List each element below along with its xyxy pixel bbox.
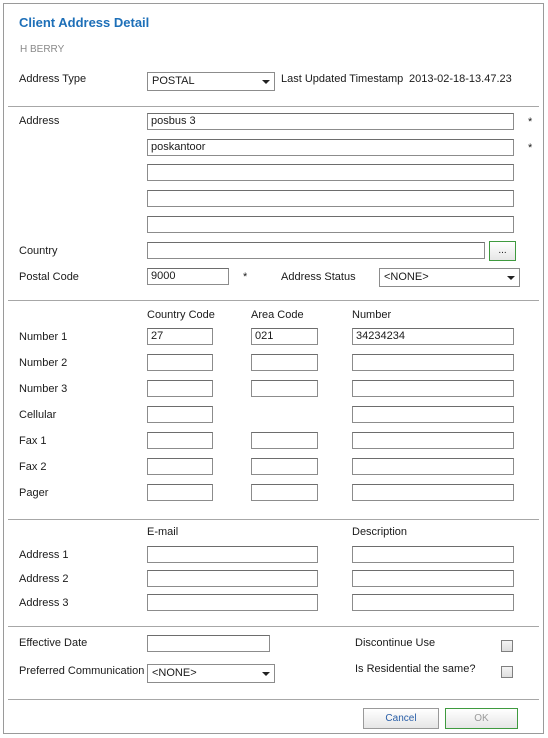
phone-number-input[interactable]: 34234234 (352, 328, 514, 345)
effective-date-label: Effective Date (19, 637, 88, 649)
area-code-input[interactable] (251, 380, 318, 397)
address-line-5[interactable] (147, 216, 514, 233)
phone-label-pager: Pager (19, 487, 49, 499)
country-lookup-button[interactable]: ... (489, 241, 516, 261)
address-status-value: <NONE> (384, 271, 429, 283)
email-label-address-1: Address 1 (19, 549, 69, 561)
phone-number-input[interactable] (352, 354, 514, 371)
country-label: Country (19, 245, 58, 257)
phone-number-input[interactable] (352, 380, 514, 397)
required-marker: * (528, 142, 533, 154)
country-code-input[interactable]: 27 (147, 328, 213, 345)
country-input[interactable] (147, 242, 485, 259)
discontinue-use-checkbox[interactable] (501, 640, 513, 652)
country-code-input[interactable] (147, 406, 213, 423)
divider (8, 106, 539, 107)
preferred-communication-value: <NONE> (152, 667, 197, 679)
area-code-input[interactable] (251, 484, 318, 501)
country-code-input[interactable] (147, 458, 213, 475)
email-input[interactable] (147, 570, 318, 587)
phone-label-fax-1: Fax 1 (19, 435, 47, 447)
number-header: Number (352, 309, 392, 321)
phone-label-number-3: Number 3 (19, 383, 68, 395)
cancel-button[interactable]: Cancel (363, 708, 439, 729)
email-description-input[interactable] (352, 594, 514, 611)
email-label-address-2: Address 2 (19, 573, 69, 585)
email-description-input[interactable] (352, 570, 514, 587)
country-code-input[interactable] (147, 380, 213, 397)
phone-label-cellular: Cellular (19, 409, 57, 421)
area-code-input[interactable]: 021 (251, 328, 318, 345)
address-label: Address (19, 115, 60, 127)
email-input[interactable] (147, 594, 318, 611)
email-description-input[interactable] (352, 546, 514, 563)
phone-label-fax-2: Fax 2 (19, 461, 47, 473)
chevron-down-icon (262, 672, 270, 676)
description-header: Description (352, 526, 408, 538)
chevron-down-icon (262, 80, 270, 84)
preferred-communication-select[interactable] (147, 664, 275, 683)
country-code-input[interactable] (147, 484, 213, 501)
address-line-3[interactable] (147, 164, 514, 181)
effective-date-input[interactable] (147, 635, 270, 652)
divider (8, 519, 539, 520)
discontinue-use-label: Discontinue Use (355, 637, 436, 649)
phone-number-input[interactable] (352, 406, 514, 423)
last-updated-label: Last Updated Timestamp (281, 73, 404, 85)
phone-label-number-1: Number 1 (19, 331, 68, 343)
divider (8, 626, 539, 627)
phone-number-input[interactable] (352, 458, 514, 475)
address-status-select[interactable] (379, 268, 520, 287)
email-label-address-3: Address 3 (19, 597, 69, 609)
required-marker: * (243, 271, 248, 283)
address-line-2[interactable]: poskantoor (147, 139, 514, 156)
phone-number-input[interactable] (352, 484, 514, 501)
country-code-header: Country Code (147, 309, 215, 321)
is-residential-same-label: Is Residential the same? (355, 663, 476, 675)
last-updated-value: 2013-02-18-13.47.23 (409, 73, 512, 85)
area-code-input[interactable] (251, 432, 318, 449)
phone-number-input[interactable] (352, 432, 514, 449)
address-status-label: Address Status (281, 271, 356, 283)
email-input[interactable] (147, 546, 318, 563)
client-name: H BERRY (20, 44, 65, 55)
address-line-4[interactable] (147, 190, 514, 207)
ok-button[interactable]: OK (445, 708, 518, 729)
required-marker: * (528, 116, 533, 128)
divider (8, 300, 539, 301)
is-residential-same-checkbox[interactable] (501, 666, 513, 678)
area-code-input[interactable] (251, 458, 318, 475)
postal-code-input[interactable]: 9000 (147, 268, 229, 285)
area-code-input[interactable] (251, 354, 318, 371)
country-code-input[interactable] (147, 354, 213, 371)
address-type-label: Address Type (19, 73, 87, 85)
chevron-down-icon (507, 276, 515, 280)
postal-code-label: Postal Code (19, 271, 79, 283)
area-code-header: Area Code (251, 309, 304, 321)
phone-label-number-2: Number 2 (19, 357, 68, 369)
address-type-select[interactable] (147, 72, 275, 91)
address-line-1[interactable]: posbus 3 (147, 113, 514, 130)
email-header: E-mail (147, 526, 179, 538)
preferred-communication-label: Preferred Communication (19, 665, 145, 677)
address-type-value: POSTAL (152, 75, 195, 87)
divider (8, 699, 539, 700)
page-title: Client Address Detail (19, 15, 150, 30)
country-code-input[interactable] (147, 432, 213, 449)
